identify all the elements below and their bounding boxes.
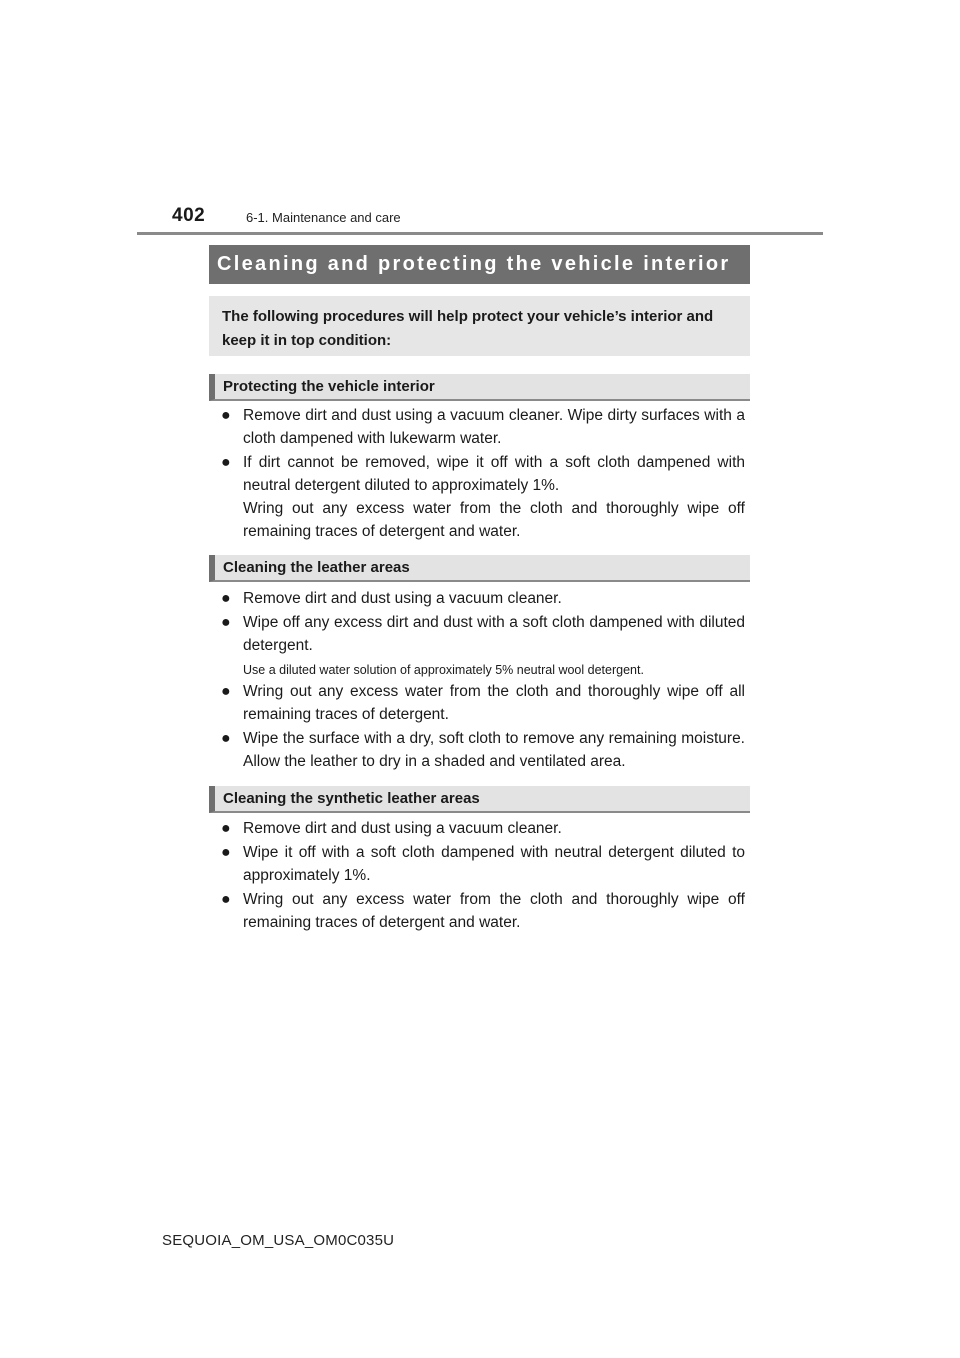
intro-text: The following procedures will help protect your vehicle’s interior and keep it in top condition: — [222, 308, 714, 349]
bullet-list-synthetic-leather — [221, 817, 745, 935]
list-item-text: Wipe it off with a soft cloth dampened with neutral detergent diluted to approximately 1%. — [243, 844, 745, 884]
bullet-icon: ● — [221, 820, 231, 837]
list-item — [221, 587, 745, 610]
document-footer: SEQUOIA_OM_USA_OM0C035U — [162, 1232, 395, 1249]
list-item — [221, 888, 745, 934]
section-heading-leather: Cleaning the leather areas — [209, 555, 750, 582]
bullet-icon: ● — [221, 454, 231, 471]
list-item — [221, 841, 745, 887]
list-item-text: Wring out any excess water from the cloth and thoroughly wipe off all remaining traces of detergent. — [243, 683, 745, 723]
section-reference: 6-1. Maintenance and care — [246, 210, 401, 225]
bullet-icon: ● — [221, 891, 231, 908]
list-item — [221, 451, 745, 543]
list-item — [221, 727, 745, 773]
list-item-text: Remove dirt and dust using a vacuum cleaner. Wipe dirty surfaces with a cloth dampened with lukewarm water. — [243, 407, 745, 447]
bullet-icon: ● — [221, 730, 231, 747]
list-item-text: If dirt cannot be removed, wipe it off with a soft cloth dampened with neutral detergent diluted to approximately 1%. — [243, 454, 745, 494]
intro-box — [209, 296, 750, 356]
bullet-icon: ● — [221, 683, 231, 700]
page-number: 402 — [172, 205, 206, 226]
list-item-text: Remove dirt and dust using a vacuum cleaner. — [243, 820, 562, 837]
bullet-icon: ● — [221, 407, 231, 424]
list-item-text: Remove dirt and dust using a vacuum cleaner. — [243, 590, 562, 607]
page-title: Cleaning and protecting the vehicle interior — [209, 245, 750, 284]
section-heading-protecting: Protecting the vehicle interior — [209, 374, 750, 401]
section-heading-synthetic-leather: Cleaning the synthetic leather areas — [209, 786, 750, 813]
list-item — [221, 404, 745, 450]
bullet-list-leather — [221, 587, 745, 774]
list-item-note: Use a diluted water solution of approximately 5% neutral wool detergent. — [243, 663, 644, 677]
list-item — [221, 680, 745, 726]
list-item-text: Wipe off any excess dirt and dust with a soft cloth dampened with diluted detergent. — [243, 614, 745, 654]
header-rule — [137, 232, 823, 235]
bullet-icon: ● — [221, 614, 231, 631]
list-item-text-continued: Wring out any excess water from the cloth and thoroughly wipe off remaining traces of detergent and water. — [243, 500, 745, 540]
list-item — [221, 817, 745, 840]
list-item — [221, 611, 745, 680]
list-item-text: Wring out any excess water from the cloth and thoroughly wipe off remaining traces of detergent and water. — [243, 891, 745, 931]
list-item-text: Wipe the surface with a dry, soft cloth to remove any remaining moisture. Allow the leather to dry in a shaded and ventilated area. — [243, 730, 745, 770]
bullet-icon: ● — [221, 844, 231, 861]
bullet-list-protecting — [221, 404, 745, 544]
bullet-icon: ● — [221, 590, 231, 607]
